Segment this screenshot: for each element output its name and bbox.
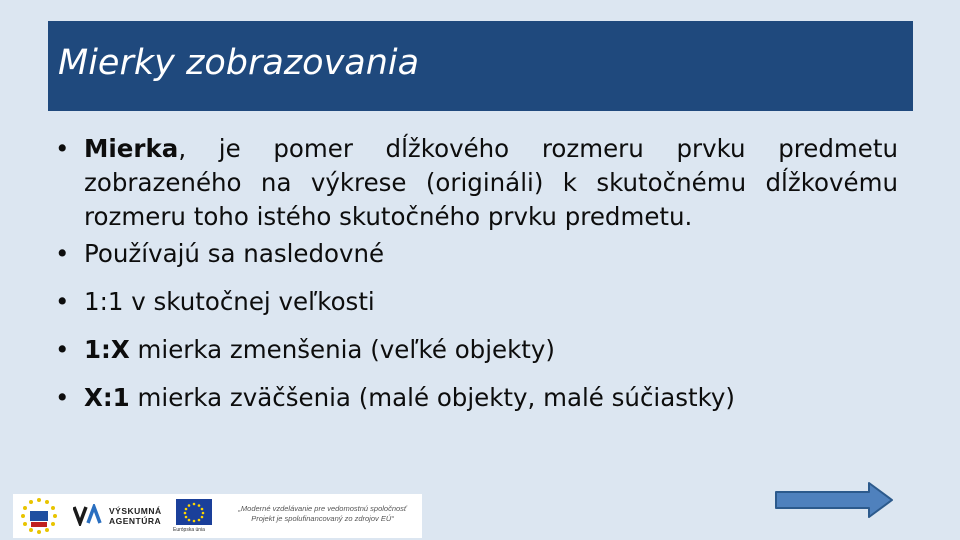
agency-name-line2: AGENTÚRA — [109, 516, 162, 526]
list-item — [55, 237, 898, 271]
project-line2: Projekt je spolufinancovaný zo zdrojov EÚ“ — [251, 514, 394, 523]
definition-text: , je pomer dĺžkového rozmeru prvku predmetu zobrazeného na výkrese (origináli) k skutočnému dĺžkovému rozmeru toho istého skutočného prvku predmetu. — [84, 134, 898, 231]
eu-flag-label: Európska únia — [173, 527, 205, 533]
scale-enlargement-label: X:1 — [84, 383, 130, 412]
list-item-text — [84, 132, 898, 234]
bullet-symbol: • — [55, 287, 70, 316]
project-funding-text — [225, 504, 420, 524]
bullet-symbol: • — [55, 335, 70, 364]
list-item-text: 1:1 v skutočnej veľkosti — [84, 287, 375, 316]
agency-name-line1: VÝSKUMNÁ — [109, 506, 162, 516]
scale-reduction-label: 1:X — [84, 335, 130, 364]
list-item — [55, 285, 898, 319]
list-item-text: Používajú sa nasledovné — [84, 239, 385, 268]
eu-flag-icon — [176, 499, 212, 525]
research-agency-name — [109, 506, 162, 526]
bullet-list — [55, 132, 898, 429]
project-line1: „Moderné vzdelávanie pre vedomostnú spoločnosť — [238, 504, 407, 513]
title-bar — [48, 21, 913, 111]
bullet-symbol: • — [55, 383, 70, 412]
list-item-text: mierka zväčšenia (malé objekty, malé súčiastky) — [129, 383, 735, 412]
list-item — [55, 381, 898, 415]
term-mierka: Mierka — [84, 134, 179, 163]
research-agency-logo-icon — [73, 504, 103, 526]
right-arrow-icon[interactable] — [773, 480, 895, 520]
footer-logo-strip — [13, 494, 422, 538]
list-item — [55, 132, 898, 234]
slide-title: Mierky zobrazovania — [58, 43, 420, 83]
eu-stars-logo-icon — [17, 495, 61, 537]
bullet-symbol: • — [55, 239, 70, 268]
list-item-text: mierka zmenšenia (veľké objekty) — [129, 335, 555, 364]
bullet-symbol: • — [55, 134, 70, 163]
list-item — [55, 333, 898, 367]
